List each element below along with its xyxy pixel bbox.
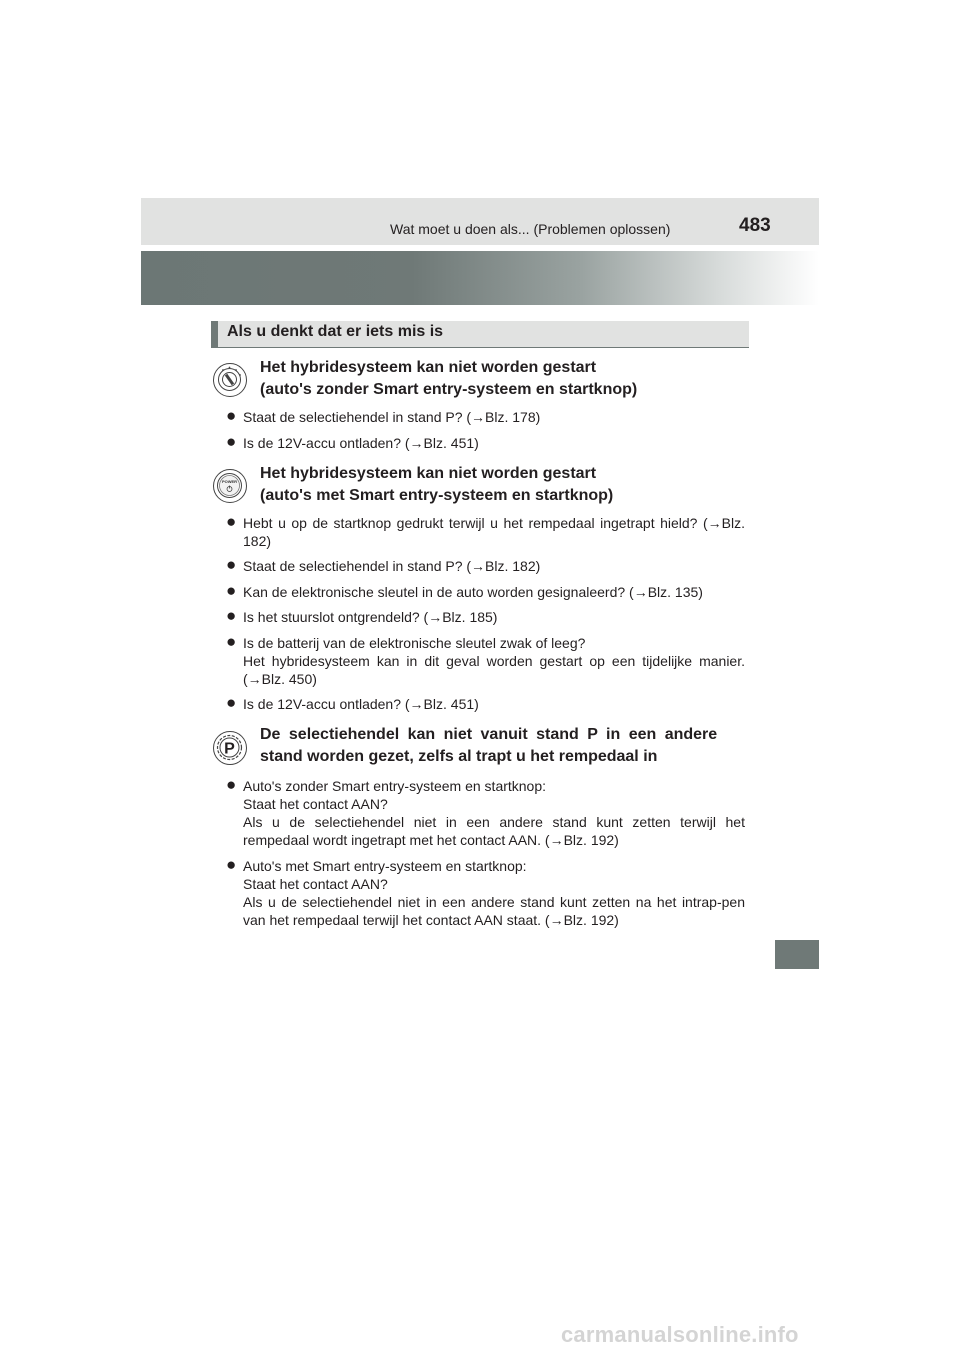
list-item: Kan de elektronische sleutel in de auto worden gesignaleerd? (→Blz. 135): [243, 584, 703, 600]
page-number: 483: [739, 215, 771, 236]
chapter-gradient-bar: [141, 251, 819, 305]
list-item: Is de 12V-accu ontladen? (→Blz. 451): [243, 696, 479, 712]
list-item: Is de 12V-accu ontladen? (→Blz. 451): [243, 435, 479, 451]
footer-watermark: carmanualsonline.info: [561, 1322, 799, 1347]
list-item-continuation: Als u de selectiehendel niet in een andere stand kunt zetten na het intrap-pen van het rempedaal terwijl het contact AAN staat. (→Blz. 192): [243, 894, 745, 928]
bullet-icon: ●: [226, 581, 237, 600]
section-header: [211, 321, 749, 348]
running-header-title: Wat moet u doen als... (Problemen oplossen): [390, 221, 671, 237]
block2-heading: [260, 463, 613, 507]
list-item: Hebt u op de startknop gedrukt terwijl u het rempedaal ingetrapt hield? (→Blz. 182): [243, 515, 745, 549]
block3-heading-line1: De selectiehendel kan niet vanuit stand P in een andere: [260, 726, 718, 743]
block1-heading-line2: (auto's zonder Smart entry-systeem en startknop): [260, 381, 638, 398]
bullet-icon: ●: [226, 632, 237, 651]
park-gear-label: P: [224, 740, 235, 758]
list-item: Auto's met Smart entry-systeem en startknop:: [243, 858, 527, 874]
bullet-icon: ●: [226, 606, 237, 625]
bullet-icon: ●: [226, 406, 237, 425]
bullet-icon: ●: [226, 693, 237, 712]
chapter-side-tab: [775, 940, 819, 969]
bullet-icon: ●: [226, 775, 237, 794]
list-item: Is de batterij van de elektronische sleutel zwak of leeg?: [243, 635, 586, 651]
block1-heading-line1: Het hybridesysteem kan niet worden gestart: [260, 359, 597, 376]
list-item-continuation: Staat het contact AAN?: [243, 796, 388, 812]
list-item: Staat de selectiehendel in stand P? (→Blz. 182): [243, 558, 541, 574]
section-title: Als u denkt dat er iets mis is: [227, 323, 444, 340]
list-item: Is het stuurslot ontgrendeld? (→Blz. 185): [243, 609, 498, 625]
bullet-icon: ●: [226, 432, 237, 451]
block2-heading-line1: Het hybridesysteem kan niet worden gestart: [260, 465, 597, 482]
list-item-continuation: Staat het contact AAN?: [243, 876, 388, 892]
list-item-continuation: Het hybridesysteem kan in dit geval worden gestart op een tijdelijke manier. (→Blz. 450): [243, 653, 745, 687]
block1-heading: [260, 357, 637, 401]
power-button-label: POWER: [221, 479, 238, 484]
park-gear-icon: [213, 731, 247, 765]
bullet-icon: ●: [226, 555, 237, 574]
bullet-icon: ●: [226, 855, 237, 874]
block3-heading-line2: stand worden gezet, zelfs al trapt u het rempedaal in: [260, 748, 658, 765]
block2-heading-line2: (auto's met Smart entry-systeem en startknop): [260, 487, 614, 504]
list-item-continuation: Als u de selectiehendel niet in een andere stand kunt zetten terwijl het rempedaal wordt ingetrapt met het contact AAN. (→Blz. 192): [243, 814, 745, 848]
bullet-icon: ●: [226, 512, 237, 531]
list-item: Auto's zonder Smart entry-systeem en startknop:: [243, 778, 547, 794]
list-item: Staat de selectiehendel in stand P? (→Blz. 178): [243, 409, 541, 425]
block3-heading: [260, 724, 746, 768]
power-button-icon: [213, 469, 247, 503]
ignition-key-switch-icon: [213, 363, 247, 397]
